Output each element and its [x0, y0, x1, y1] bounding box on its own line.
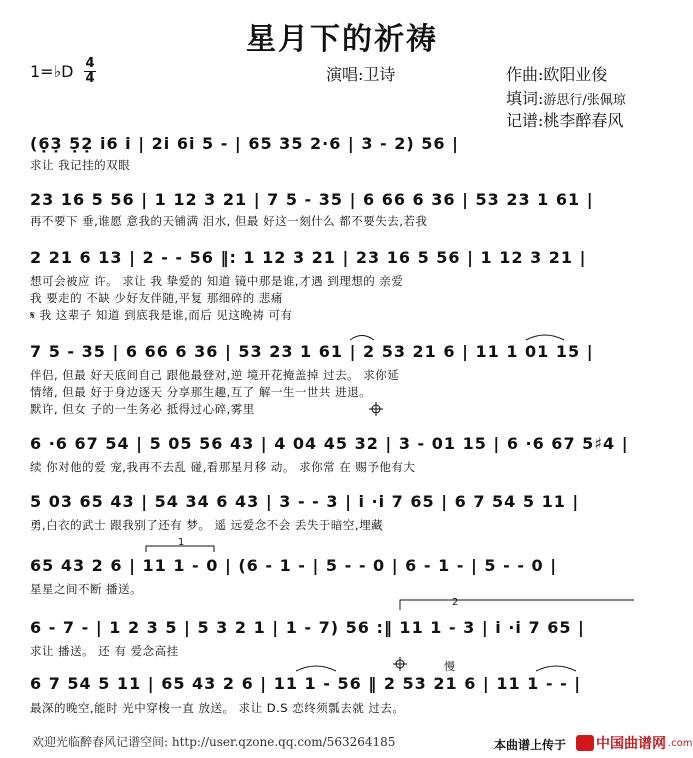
time-signature-top: 4 — [85, 56, 95, 71]
volta-bracket — [400, 600, 634, 610]
score-row-9-lyrics: 最深的晚空,能时 光中穿梭一直 放送。 求让 D.S 恋终须瓢去就 过去。 — [30, 701, 405, 715]
score-row-5-notes: 6 ·6 67 54 | 5 05 56 43 | 4 04 45 32 | 3 - 01 15 | 6 ·6 67 5♯4 | — [30, 434, 629, 453]
lyricist-name: 游思行/张佩琼 — [543, 93, 626, 108]
lyricist-label: 填词: — [506, 89, 544, 108]
blog-footer: 欢迎光临醉春风记谱空间: http://user.qzone.qq.com/563264185 — [32, 735, 396, 749]
page-title: 星月下的祈祷 — [246, 22, 438, 57]
coda-sign-2 — [393, 657, 407, 671]
score-row-4-lyrics-verse-2: 情绪, 但最 好于身边逐天 分享那生趣,互了 解一生一世共 进退。 — [30, 385, 372, 399]
score-row-3-lyrics-verse-1: 想可会被应 许。 求让 我 挚爱的 知道 镜中那是谁,才遇 到理想的 亲爱 — [30, 274, 404, 288]
score-row-1-lyrics: 求让 我记挂的双眼 — [30, 158, 131, 172]
slur-mark — [296, 666, 336, 671]
score-row-4-lyrics-verse-3: 默许, 但女 子的一生务必 抵得过心碎,雾里 — [30, 402, 255, 416]
composer-label: 作曲: — [506, 65, 544, 84]
triplet-mark-2: 2 — [452, 597, 459, 608]
site-logo-domain: .com — [668, 737, 693, 749]
time-signature-bottom: 4 — [85, 71, 95, 86]
site-logo-text: 中国曲谱网 — [596, 736, 666, 752]
score-row-7-lyrics: 星星之间不断 播送。 — [30, 582, 143, 596]
composer-name: 欧阳业俊 — [543, 65, 608, 84]
upload-label: 本曲谱上传于 — [494, 738, 567, 752]
slow-mark: 慢 — [444, 660, 455, 673]
score-row-3-lyrics-verse-2: 我 要走的 不缺 少好友伴随,平复 那细碎的 悲痛 — [30, 291, 283, 305]
score-row-2-notes: 23 16 5 56 | 1 12 3 21 | 7 5 - 35 | 6 66 6 36 | 53 23 1 61 | — [30, 190, 594, 209]
score-row-6-lyrics: 勇,白衣的武士 跟我别了还有 梦。 遥 远爱念不会 丢失于暗空,埋藏 — [30, 518, 384, 532]
transcriber-label: 记谱: — [506, 111, 544, 130]
score-row-8-notes: 6 - 7 - | 1 2 3 5 | 5 3 2 1 | 1 - 7) 56 :‖ 11 1 - 3 | i ·i 7 65 | — [30, 618, 585, 637]
slur-mark — [536, 666, 576, 671]
volta-bracket — [146, 546, 214, 552]
score-row-1-notes: (6̣3̣ 5̣2̣ i6 i | 2i 6i 5 - | 65 35 2·6 | 3 - 2) 56 | — [30, 134, 459, 153]
score-row-7-notes: 65 43 2 6 | 11 1 - 0 | (6 - 1 - | 5 - - 0 | 6 - 1 - | 5 - - 0 | — [30, 556, 558, 575]
score-row-6-notes: 5 03 65 43 | 54 34 6 43 | 3 - - 3 | i ·i 7 65 | 6 7 54 5 11 | — [30, 492, 580, 511]
score-row-3-lyrics-verse-3: 𝄋 我 这辈子 知道 到底我是谁,而后 见这晚祷 可有 — [30, 308, 293, 322]
transcriber-name: 桃李醉春风 — [543, 111, 624, 130]
score-row-9-notes: 6 7 54 5 11 | 65 43 2 6 | 11 1 - 56 ‖ 2 53 21 6 | 11 1 - - | — [30, 674, 582, 693]
score-row-5-lyrics: 续 你对他的爱 宠,我再不去乱 碰,看那星月移 动。 求你常 在 赐予他有大 — [30, 460, 416, 474]
coda-sign-1 — [369, 402, 383, 416]
slur-mark — [526, 335, 564, 340]
triplet-mark-1: 1 — [178, 537, 185, 548]
site-logo — [576, 733, 693, 753]
singer-label: 演唱: — [326, 65, 364, 84]
score-row-4-lyrics-verse-1: 伴侣, 但最 好天底间自己 跟他最登对,逆 境开花掩盖掉 过去。 求你延 — [30, 368, 400, 382]
site-logo-icon — [576, 735, 594, 751]
slur-mark — [350, 336, 374, 341]
score-row-4-notes: 7 5 - 35 | 6 66 6 36 | 53 23 1 61 | 2 53 21 6 | 11 1 01 15 | — [30, 342, 594, 361]
score-row-3-notes: 2 21 6 13 | 2 - - 56 ‖: 1 12 3 21 | 23 16 5 56 | 1 12 3 21 | — [30, 248, 587, 267]
score-row-8-lyrics: 求让 播送。 还 有 爱念高挂 — [30, 644, 179, 658]
singer-name: 卫诗 — [363, 65, 396, 84]
key-signature: 1=♭D — [30, 62, 74, 81]
score-row-2-lyrics: 再不要下 垂,谁愿 意我的天铺满 泪水, 但最 好这一刻什么 都不要失去,若我 — [30, 214, 428, 228]
